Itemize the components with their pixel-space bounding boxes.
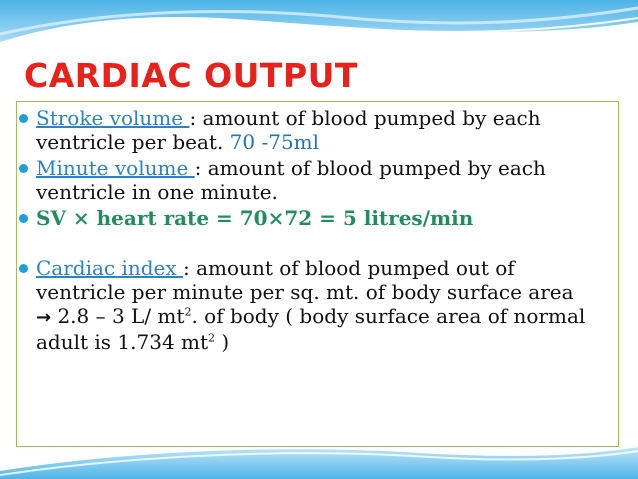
definition-stroke-volume: : amount of blood pumped by each ventricle per beat. [36, 106, 541, 154]
definition-minute-volume: : amount of blood pumped by each ventricle in one minute. [36, 156, 546, 204]
term-stroke-volume: Stroke volume [36, 106, 190, 130]
bottom-wave-decoration [0, 445, 638, 479]
body-surface-area-text: . of body ( body surface area of normal adult is 1.734 mt [36, 304, 586, 354]
slide-title: CARDIAC OUTPUT [24, 56, 358, 95]
term-cardiac-index: Cardiac index [36, 256, 184, 280]
cardiac-index-range: 2.8 – 3 L/ mt [51, 304, 185, 328]
formula-cardiac-output: SV × heart rate = 70×72 = 5 litres/min [36, 206, 474, 230]
spacer [16, 232, 586, 256]
term-minute-volume: Minute volume [36, 156, 195, 180]
superscript-2: 2 [184, 305, 192, 319]
bullet-dot-icon [19, 114, 28, 123]
bullet-stroke-volume [16, 106, 586, 154]
right-arrow-icon: → [36, 307, 52, 328]
closing-paren: ) [215, 330, 230, 354]
value-stroke-volume: 70 -75ml [229, 130, 320, 154]
definition-cardiac-index: : amount of blood pumped out of ventricle per minute per sq. mt. of body surface area [36, 256, 574, 304]
bullet-dot-icon [19, 264, 28, 273]
bullet-cardiac-index [16, 256, 586, 354]
superscript-2: 2 [208, 331, 216, 345]
bullet-list [16, 106, 586, 356]
bullet-formula [16, 206, 586, 230]
bullet-minute-volume [16, 156, 586, 204]
top-wave-decoration [0, 0, 638, 60]
bullet-dot-icon [19, 164, 28, 173]
bullet-dot-icon [19, 214, 28, 223]
